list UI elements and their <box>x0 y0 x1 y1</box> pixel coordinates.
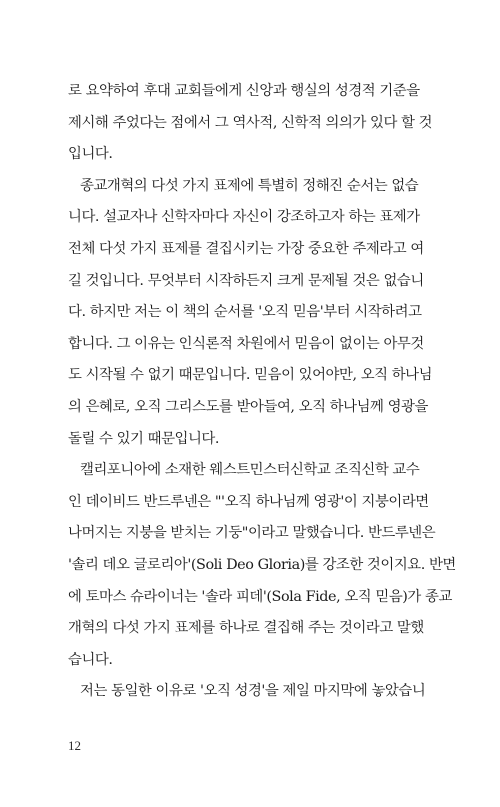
text-line: 개혁의 다섯 가지 표제를 하나로 결집해 주는 것이라고 말했 <box>68 620 424 637</box>
text-line: 니다. 설교자나 신학자마다 자신이 강조하고자 하는 표제가 <box>68 209 420 226</box>
paragraph-start-line: 저는 동일한 이유로 '오직 성경'을 제일 마지막에 놓았습니 <box>80 683 426 700</box>
text-line: 도 시작될 수 없기 때문입니다. 믿음이 있어야만, 오직 하나님 <box>68 367 433 384</box>
text-line: 에 토마스 슈라이너는 '솔라 피데'(Sola Fide, 오직 믿음)가 종교 <box>68 588 452 605</box>
text-line: 입니다. <box>68 146 113 163</box>
text-line: 나머지는 지붕을 받치는 기둥"이라고 말했습니다. 반드루넨은 <box>68 525 436 542</box>
text-line: 다. 하지만 저는 이 책의 순서를 '오직 믿음'부터 시작하려고 <box>68 304 422 321</box>
text-line: 제시해 주었다는 점에서 그 역사적, 신학적 의의가 있다 할 것 <box>68 114 433 131</box>
text-line: 돌릴 수 있기 때문입니다. <box>68 430 220 447</box>
text-line: 길 것입니다. 무엇부터 시작하든지 크게 문제될 것은 없습니 <box>68 272 424 289</box>
text-line: 합니다. 그 이유는 인식론적 차원에서 믿음이 없이는 아무것 <box>68 335 424 352</box>
paragraph-start-line: 캘리포니아에 소재한 웨스트민스터신학교 조직신학 교수 <box>80 462 420 479</box>
text-line: 의 은혜로, 오직 그리스도를 받아들여, 오직 하나님께 영광을 <box>68 398 428 415</box>
paragraph-start-line: 종교개혁의 다섯 가지 표제에 특별히 정해진 순서는 없습 <box>80 177 419 194</box>
body-text <box>68 76 456 708</box>
text-line: 전체 다섯 가지 표제를 결집시키는 가장 중요한 주제라고 여 <box>68 240 424 257</box>
text-line: '솔리 데오 글로리아'(Soli Deo Gloria)를 강조한 것이지요. 반면 <box>68 556 456 573</box>
text-line: 습니다. <box>68 651 113 668</box>
text-line: 로 요약하여 후대 교회들에게 신앙과 행실의 성경적 기준을 <box>68 83 420 99</box>
text-line: 인 데이비드 반드루넨은 "'오직 하나님께 영광'이 지붕이라면 <box>68 493 429 510</box>
page-number: 12 <box>68 738 81 753</box>
